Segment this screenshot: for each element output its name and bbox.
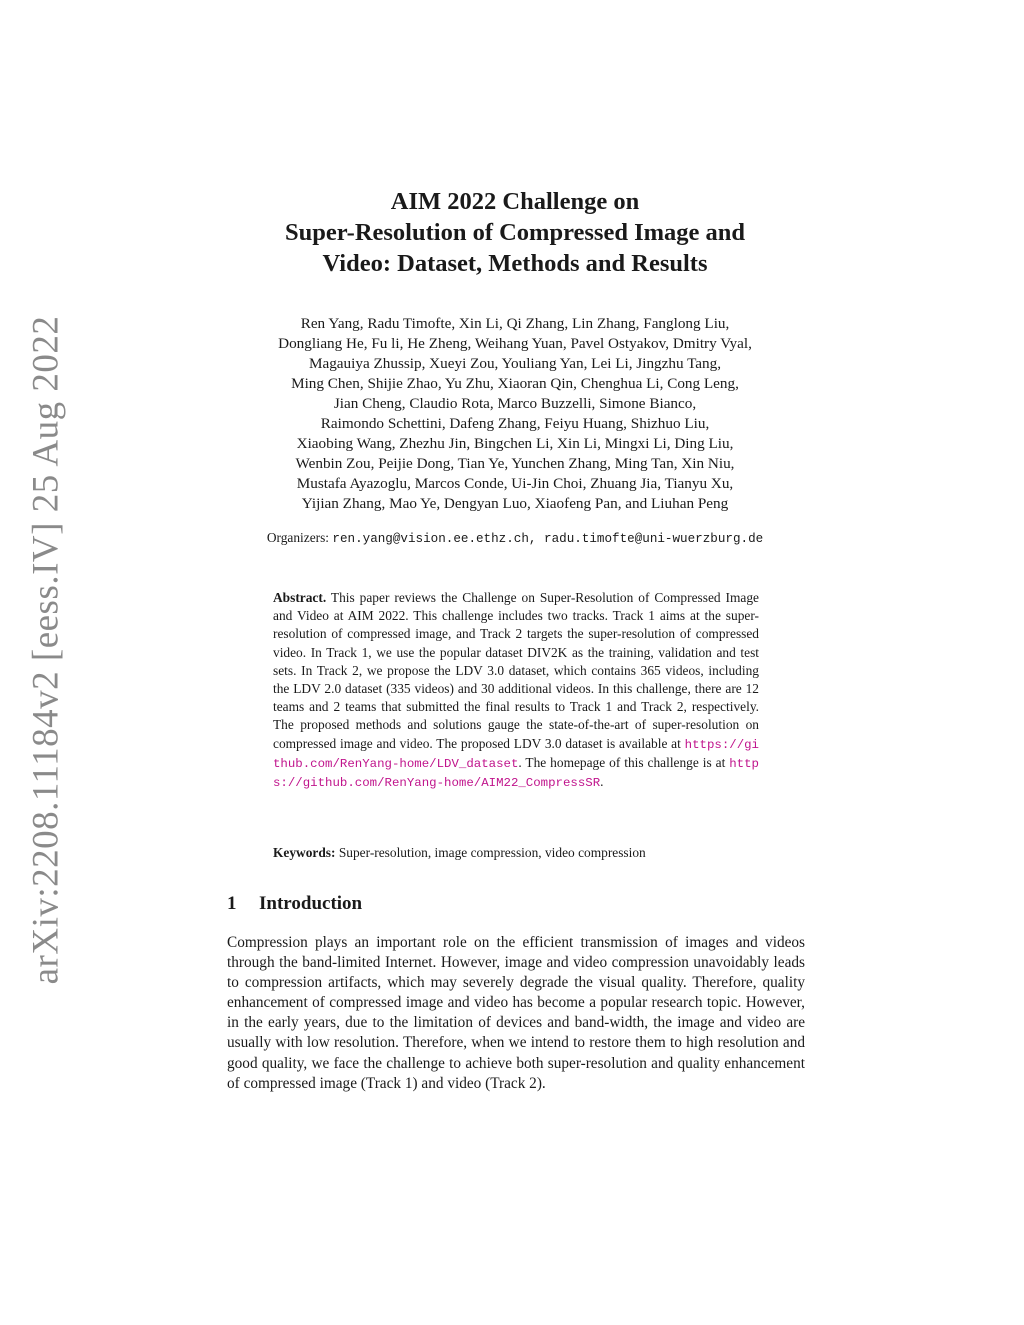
paper-title [200,186,830,279]
author-line: Ren Yang, Radu Timofte, Xin Li, Qi Zhang, Lin Zhang, Fanglong Liu, [300,315,730,332]
abstract-mid-text: . The homepage of this challenge is at [518,754,726,770]
author-line: Magauiya Zhussip, Xueyi Zou, Youliang Yan, Lei Li, Jingzhu Tang, [308,355,722,372]
abstract-text: This paper reviews the Challenge on Super-Resolution of Compressed Image and Video at AIM 2022. This challenge includes two tracks. Track 1 aims at the super-resolution of compressed image, and Track 2 targets the super-resolution of compressed video. In Track 1, we use the popular dataset DIV2K as the training, validation and test sets. In Track 2, we propose the LDV 3.0 dataset, which contains 365 videos, including the LDV 2.0 dataset (335 videos) and 30 additional videos. In this challenge, there are 12 teams and 2 teams that submitted the final results to Track 1 and Track 2, respectively. The proposed methods and solutions gauge the state-of-the-art of super-resolution on compressed image and video. The proposed LDV 3.0 dataset is available at [273,590,759,751]
author-line: Jian Cheng, Claudio Rota, Marco Buzzelli, Simone Bianco, [333,395,697,412]
title-line-1: AIM 2022 Challenge on [390,188,640,215]
abstract [273,589,759,792]
organizers-label: Organizers: [266,530,330,545]
dataset-link[interactable]: https://github.com/RenYang-home/LDV_dataset [273,737,759,771]
abstract-label: Abstract. [273,590,327,605]
author-line: Xiaobing Wang, Zhezhu Jin, Bingchen Li, Xin Li, Mingxi Li, Ding Liu, [296,435,734,452]
organizers-line [200,530,830,546]
introduction-paragraph: Compression plays an important role on the efficient transmission of images and videos through the band-limited Internet. However, image and video compression unavoidably leads to compression artifacts, which may severely degrade the visual quality. Therefore, quality enhancement of compressed image and video has become a popular research topic. However, in the early years, due to the limitation of devices and band-width, the image and video are usually with low resolution. Therefore, when we intend to restore them to high resolution and good quality, we face the challenge to achieve both super-resolution and quality enhancement of compressed image (Track 1) and video (Track 2). [227,934,805,1092]
arxiv-identifier-stamp: arXiv:2208.11184v2 [eess.IV] 25 Aug 2022 [25,315,67,985]
author-line: Ming Chen, Shijie Zhao, Yu Zhu, Xiaoran Qin, Chenghua Li, Cong Leng, [291,375,739,392]
section-heading-introduction [227,893,362,915]
author-line: Yijian Zhang, Mao Ye, Dengyan Luo, Xiaofeng Pan, and Liuhan Peng [301,495,729,512]
section-number: 1 [227,893,237,914]
author-line: Raimondo Schettini, Dafeng Zhang, Feiyu Huang, Shizhuo Liu, [320,415,710,432]
author-line: Dongliang He, Fu li, He Zheng, Weihang Yuan, Pavel Ostyakov, Dmitry Vyal, [278,335,752,352]
organizer-emails[interactable]: ren.yang@vision.ee.ethz.ch, radu.timofte@uni-wuerzburg.de [332,532,764,546]
keywords-text: Super-resolution, image compression, video compression [338,845,646,860]
author-line: Mustafa Ayazoglu, Marcos Conde, Ui-Jin Choi, Zhuang Jia, Tianyu Xu, [296,475,734,492]
title-line-3: Video: Dataset, Methods and Results [322,250,708,277]
section-title: Introduction [259,893,363,914]
title-line-2: Super-Resolution of Compressed Image and [284,219,746,246]
abstract-end-text: . [600,774,604,790]
keywords-label: Keywords: [273,845,336,860]
homepage-link[interactable]: https://github.com/RenYang-home/AIM22_CompressSR [273,756,759,791]
author-line: Wenbin Zou, Peijie Dong, Tian Ye, Yunchen Zhang, Ming Tan, Xin Niu, [295,455,735,472]
keywords [273,845,759,861]
author-list [200,314,830,514]
